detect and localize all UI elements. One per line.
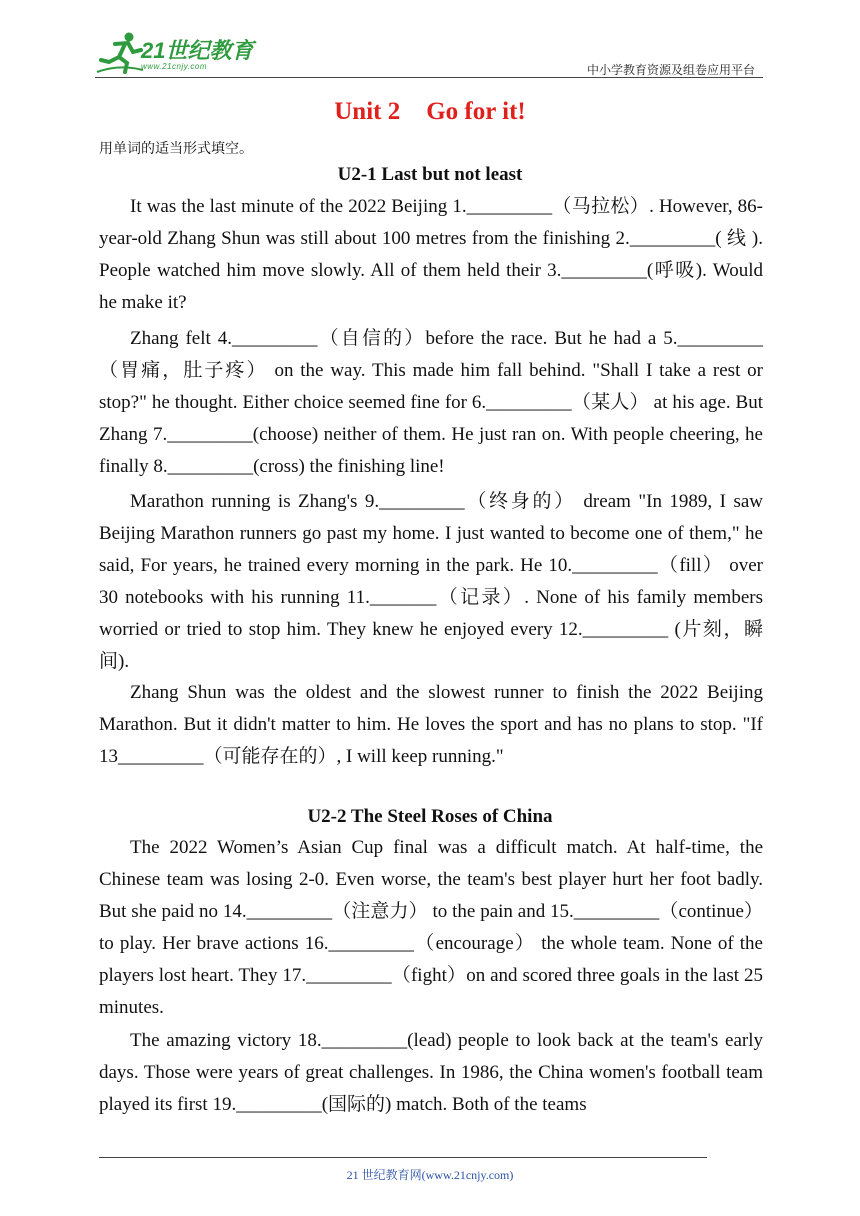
- paragraph: Zhang felt 4._________（自信的）before the race. But he had a 5._________（胃痛，肚子疼） on the way. This made him fall behind. "Shall I take a rest or stop?" he thought. Either choice seemed fine for 6._________（某人） at his age. But Zhang 7._________(choose) neither of them. He just ran on. With people cheering, he finally 8._________(cross) the finishing line!: [99, 328, 763, 477]
- paragraph: It was the last minute of the 2022 Beijing 1._________（马拉松）. However, 86-year-old Zhang Shun was still about 100 metres from the finishing 2._________( 线 ). People watched him move slowly. All of them held their 3._________(呼吸). Would he make it?: [99, 196, 763, 313]
- paragraph: The amazing victory 18._________(lead) people to look back at the team's early days. Those were years of great challenges. In 1986, the China women's football team played its first 19._________(国际的) match. Both of the teams: [99, 1030, 763, 1115]
- logo-text: 21世纪教育: [141, 38, 254, 63]
- page-header: [95, 30, 763, 80]
- platform-name: 中小学教育资源及组卷应用平台: [586, 63, 755, 77]
- header-divider: [95, 77, 763, 78]
- paragraph: Marathon running is Zhang's 9._________（终身的） dream "In 1989, I saw Beijing Marathon runners go past my home. I just wanted to become one of them," he said, For years, he trained every morning in the park. He 10._________（fill） over 30 notebooks with his running 11._______（记录）. None of his family members worried or tried to stop him. They knew he enjoyed every 12._________ (片刻，瞬间).: [99, 491, 763, 672]
- section-heading: U2-2 The Steel Roses of China: [307, 806, 553, 827]
- runner-icon: [95, 30, 145, 76]
- site-logo[interactable]: [95, 30, 265, 76]
- paragraph: The 2022 Women’s Asian Cup final was a difficult match. At half-time, the Chinese team was losing 2-0. Even worse, the team's best player hurt her foot badly. But she paid no 14._________（注意力） to the pain and 15._________（continue）to play. Her brave actions 16._________（encourage） the whole team. None of the players lost heart. They 17._________（fight）on and scored three goals in the last 25 minutes.: [99, 837, 763, 1018]
- instruction: 用单词的适当形式填空。: [99, 141, 253, 157]
- unit-number: Unit 2: [334, 98, 401, 125]
- footer-divider: [99, 1157, 707, 1158]
- page-title: [0, 98, 860, 126]
- paragraph: Zhang Shun was the oldest and the slowest runner to finish the 2022 Beijing Marathon. But it didn't matter to him. He loves the sport and has no plans to stop. "If 13_________（可能存在的）, I will keep running.": [99, 682, 763, 767]
- section-heading: U2-1 Last but not least: [337, 164, 523, 185]
- logo-url: www.21cnjy.com: [141, 62, 207, 71]
- page-footer: 21 世纪教育网(www.21cnjy.com): [346, 1168, 514, 1182]
- unit-name: Go for it!: [426, 98, 526, 125]
